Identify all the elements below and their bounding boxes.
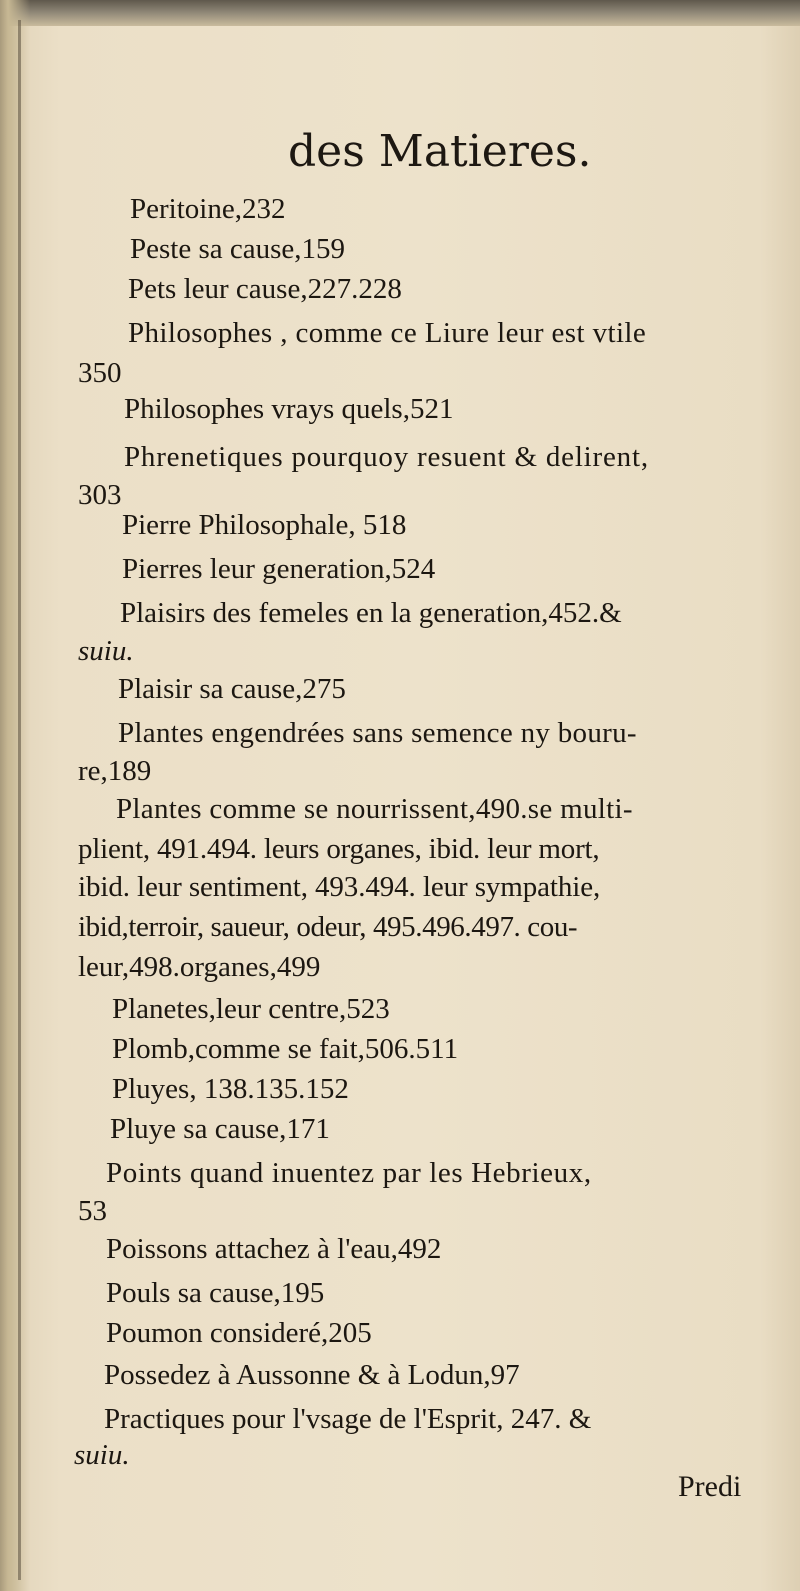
index-entry: Pluyes, 138.135.152 — [112, 1073, 349, 1105]
index-entry-continuation: ibid,terroir, saueur, odeur, 495.496.497. cou- — [78, 911, 578, 943]
index-entry-continuation: re,189 — [78, 755, 152, 787]
index-entry-continuation: ibid. leur sentiment, 493.494. leur sympathie, — [78, 871, 601, 903]
index-entry: Plomb,comme se fait,506.511 — [112, 1033, 459, 1065]
index-entry-continuation: 350 — [78, 357, 122, 389]
index-entry: Pets leur cause,227.228 — [128, 273, 402, 305]
index-entry-continuation: suiu. — [78, 635, 134, 667]
index-entry: Possedez à Aussonne & à Lodun,97 — [104, 1359, 520, 1391]
index-entry: Pluye sa cause,171 — [110, 1113, 330, 1145]
index-entry: Planetes,leur centre,523 — [112, 993, 390, 1025]
index-entry: Peste sa cause,159 — [130, 233, 346, 265]
index-entry: Philosophes , comme ce Liure leur est vtile — [128, 317, 647, 349]
index-entry: Philosophes vrays quels,521 — [124, 393, 454, 425]
index-entry: Pouls sa cause,195 — [106, 1277, 325, 1309]
index-entry: Poissons attachez à l'eau,492 — [106, 1233, 442, 1265]
index-entry-continuation: suiu. — [74, 1439, 130, 1471]
index-entry: Plantes engendrées sans semence ny bouru- — [118, 717, 637, 749]
index-entry: Pierres leur generation,524 — [122, 553, 436, 585]
index-entry-continuation: 303 — [78, 479, 122, 511]
index-entry: Practiques pour l'vsage de l'Esprit, 247. & — [104, 1403, 592, 1435]
index-entry: Plaisirs des femeles en la generation,452.& — [120, 597, 622, 629]
index-entry: Phrenetiques pourquoy resuent & delirent, — [124, 441, 649, 473]
index-entry: Peritoine,232 — [130, 193, 286, 225]
index-entry-continuation: leur,498.organes,499 — [78, 951, 321, 983]
running-head: des Matieres. — [288, 126, 592, 177]
index-entry: Poumon consideré,205 — [106, 1317, 372, 1349]
index-entry-continuation: 53 — [78, 1195, 107, 1227]
catchword: Predi — [678, 1470, 742, 1503]
index-entry: Points quand inuentez par les Hebrieux, — [106, 1157, 592, 1189]
index-entry-continuation: plient, 491.494. leurs organes, ibid. leur mort, — [78, 833, 600, 865]
index-entry: Pierre Philosophale, 518 — [122, 509, 407, 541]
index-entry: Plaisir sa cause,275 — [118, 673, 346, 705]
index-entry: Plantes comme se nourrissent,490.se multi- — [116, 793, 633, 825]
